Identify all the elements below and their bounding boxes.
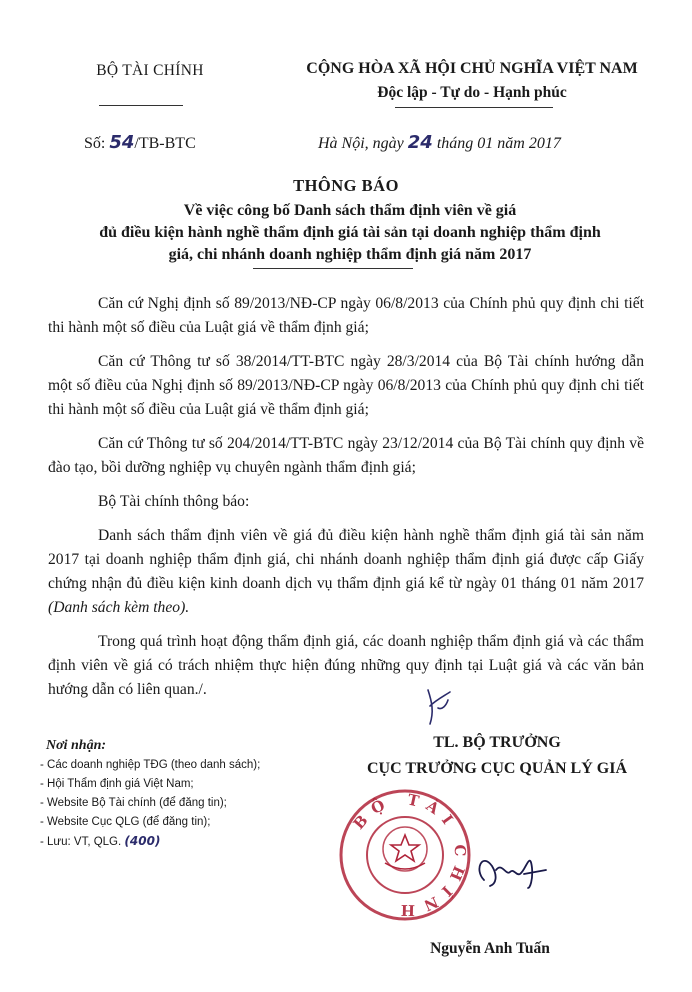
date-line — [318, 132, 561, 153]
recipient-item: - Website Bộ Tài chính (để đăng tin); — [40, 797, 227, 809]
recipients-list — [40, 756, 310, 852]
body-paragraph-5-text: Danh sách thẩm định viên về giá đủ điều kiện hành nghề thẩm định giá tài sản năm 2017 tại doanh nghiệp thẩm định giá, chi nhánh doanh nghiệp thẩm định giá được cấp Giấy chứng nhận đủ điều kiện kinh doanh dịch vụ thẩm định giá kể từ ngày 01 tháng 01 năm 2017 — [48, 527, 644, 592]
body-paragraph-5-italic: (Danh sách kèm theo). — [48, 599, 190, 616]
handwritten-signature — [470, 840, 560, 900]
document-title: THÔNG BÁO — [293, 176, 399, 195]
body-paragraph-4: Bộ Tài chính thông báo: — [98, 493, 250, 510]
date-day-handwritten: 24 — [407, 132, 433, 153]
body-paragraph-2: Căn cứ Thông tư số 38/2014/TT-BTC ngày 28/3/2014 của Bộ Tài chính hướng dẫn một số điều của Nghị định số 89/2013/NĐ-CP ngày 06/8/2013 của Chính phủ quy định chi tiết thi hành một số điều của Luật giá về thẩm định giá; — [48, 353, 644, 418]
handwritten-initials — [420, 682, 460, 732]
date-suffix: tháng 01 năm 2017 — [432, 135, 561, 152]
document-body — [48, 292, 644, 712]
signature-title-2: CỤC TRƯỞNG CỤC QUẢN LÝ GIÁ — [366, 760, 627, 777]
subtitle-line-3: giá, chi nhánh doanh nghiệp thẩm định giá năm 2017 — [168, 246, 532, 263]
official-seal — [335, 785, 475, 925]
recipients-title: Nơi nhận: — [46, 738, 107, 753]
header-divider-left — [99, 105, 183, 106]
body-paragraph-6: Trong quá trình hoạt động thẩm định giá, các doanh nghiệp thẩm định giá và các thẩm định viên về giá có trách nhiệm thực hiện đúng những quy định tại Luật giá và các văn bản hướng dẫn có liên quan./. — [48, 633, 644, 698]
body-paragraph-1: Căn cứ Nghị định số 89/2013/NĐ-CP ngày 06/8/2013 của Chính phủ quy định chi tiết thi hành một số điều của Luật giá về thẩm định giá; — [48, 295, 644, 336]
doc-number-handwritten: 54 — [109, 132, 135, 153]
date-prefix: Hà Nội, ngày — [318, 135, 408, 152]
recipient-item: - Website Cục QLG (để đăng tin); — [40, 816, 211, 828]
subtitle-line-1: Về việc công bố Danh sách thẩm định viên về giá — [183, 202, 517, 219]
seal-text: BỘ TÀI CHÍNH — [349, 790, 470, 920]
body-paragraph-3: Căn cứ Thông tư số 204/2014/TT-BTC ngày 23/12/2014 của Bộ Tài chính quy định về đào tạo, bồi dưỡng nghiệp vụ chuyên ngành thẩm định giá; — [48, 435, 644, 476]
nation-name: CỘNG HÒA XÃ HỘI CHỦ NGHĨA VIỆT NAM — [306, 60, 638, 77]
title-divider — [253, 268, 413, 269]
recipient-archive: - Lưu: VT, QLG. — [40, 836, 122, 848]
signer-name: Nguyễn Anh Tuấn — [430, 940, 550, 957]
document-subtitle — [40, 200, 660, 266]
signature-title-1: TL. BỘ TRƯỞNG — [433, 734, 561, 751]
header-divider-right — [395, 107, 553, 108]
document-number — [84, 132, 196, 153]
doc-number-prefix: Số: — [84, 135, 110, 152]
subtitle-line-2: đủ điều kiện hành nghề thẩm định giá tài sản tại doanh nghiệp thẩm định — [99, 224, 601, 241]
recipient-item — [40, 832, 310, 852]
recipient-item: - Các doanh nghiệp TĐG (theo danh sách); — [40, 759, 261, 771]
copies-handwritten: (400) — [124, 834, 161, 848]
doc-number-suffix: /TB-BTC — [134, 135, 196, 152]
seal-emblem — [383, 827, 427, 871]
ministry-name: BỘ TÀI CHÍNH — [96, 62, 204, 79]
national-motto: Độc lập - Tự do - Hạnh phúc — [377, 84, 567, 101]
recipient-item: - Hội Thẩm định giá Việt Nam; — [40, 778, 194, 790]
body-paragraph-5 — [48, 524, 644, 620]
